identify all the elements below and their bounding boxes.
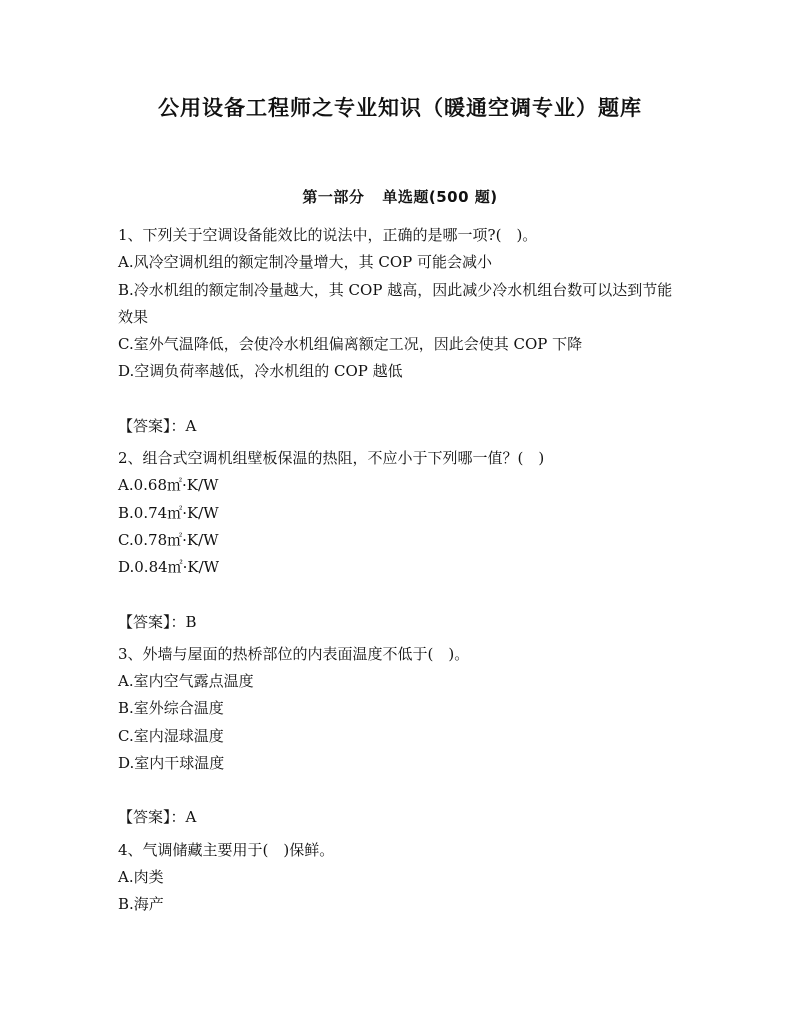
answer-label: 【答案】：B xyxy=(118,612,197,631)
answer-label: 【答案】：A xyxy=(118,416,197,435)
option-d: D.室内干球温度 xyxy=(118,754,225,773)
option-c: C.室外气温降低，会使冷水机组偏离额定工况，因此会使其 COP 下降 xyxy=(118,335,583,354)
question-block xyxy=(118,445,678,636)
option-a: A.风冷空调机组的额定制冷量增大，其 COP 可能会减小 xyxy=(118,253,493,272)
question-stem: 4、气调储藏主要用于( )保鲜。 xyxy=(118,840,335,859)
option-c: C.0.78㎡·K/W xyxy=(118,530,219,549)
section-name: 单选题(500 题) xyxy=(382,188,498,206)
question-stem: 1、下列关于空调设备能效比的说法中，正确的是哪一项?( )。 xyxy=(118,226,538,244)
section-heading xyxy=(0,186,800,207)
option-b: B.室外综合温度 xyxy=(118,699,224,718)
section-part: 第一部分 xyxy=(302,188,365,206)
document-title: 公用设备工程师之专业知识（暖通空调专业）题库 xyxy=(158,96,642,120)
question-stem: 3、外墙与屋面的热桥部位的内表面温度不低于( )。 xyxy=(118,644,470,663)
option-a: A.室内空气露点温度 xyxy=(118,672,254,691)
answer-label: 【答案】：A xyxy=(118,808,197,827)
option-b: B.海产 xyxy=(118,895,164,914)
option-d: D.0.84㎡·K/W xyxy=(118,558,220,577)
option-a: A.0.68㎡·K/W xyxy=(118,476,219,495)
question-stem: 2、组合式空调机组壁板保温的热阻，不应小于下列哪一值？( ) xyxy=(118,449,545,468)
question-block xyxy=(118,641,678,832)
option-c: C.室内湿球温度 xyxy=(118,726,224,745)
option-a: A.肉类 xyxy=(118,867,164,886)
option-b: B.0.74㎡·K/W xyxy=(118,503,219,522)
question-list xyxy=(118,222,678,919)
option-b: B.冷水机组的额定制冷量越大，其 COP 越高，因此减少冷水机组台数可以达到节能效果 xyxy=(118,280,673,326)
question-block xyxy=(118,222,678,440)
question-block xyxy=(118,837,678,919)
option-d: D.空调负荷率越低，冷水机组的 COP 越低 xyxy=(118,362,403,381)
